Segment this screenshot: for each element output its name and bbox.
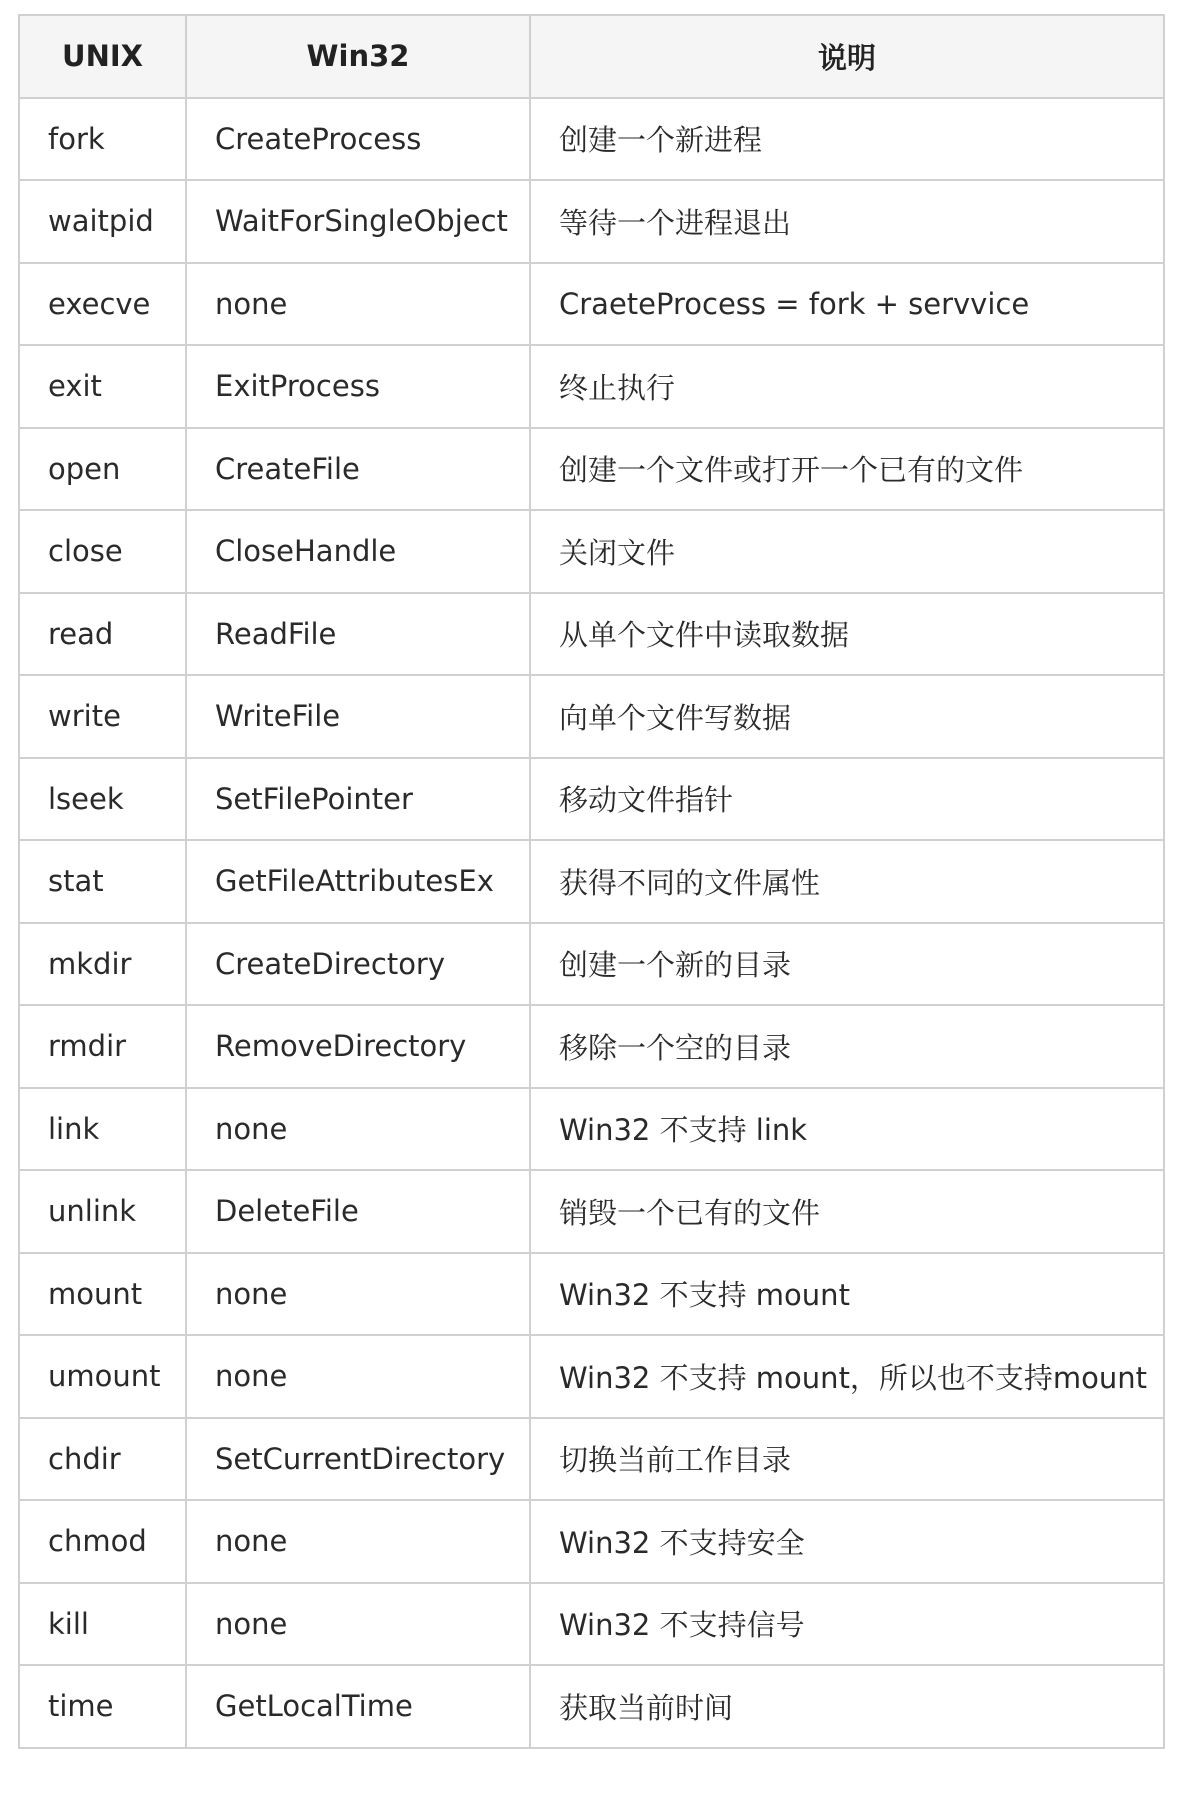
cell-unix: exit xyxy=(19,345,186,428)
cell-win32: CreateFile xyxy=(186,428,530,511)
cell-unix: execve xyxy=(19,263,186,346)
cell-description: 销毁一个已有的文件 xyxy=(530,1170,1164,1253)
cell-win32: ReadFile xyxy=(186,593,530,676)
cell-win32: WaitForSingleObject xyxy=(186,180,530,263)
cell-description: 移动文件指针 xyxy=(530,758,1164,841)
cell-unix: write xyxy=(19,675,186,758)
cell-win32: WriteFile xyxy=(186,675,530,758)
table-row xyxy=(19,840,1164,923)
cell-win32: none xyxy=(186,1253,530,1336)
cell-win32: SetCurrentDirectory xyxy=(186,1418,530,1501)
cell-win32: none xyxy=(186,1088,530,1171)
cell-win32: GetLocalTime xyxy=(186,1665,530,1748)
table-row xyxy=(19,180,1164,263)
cell-description: 创建一个新的目录 xyxy=(530,923,1164,1006)
cell-unix: mkdir xyxy=(19,923,186,1006)
cell-win32: none xyxy=(186,1335,530,1418)
cell-win32: ExitProcess xyxy=(186,345,530,428)
table-row xyxy=(19,1418,1164,1501)
table-row xyxy=(19,1253,1164,1336)
syscall-comparison-table xyxy=(18,14,1165,1749)
cell-unix: umount xyxy=(19,1335,186,1418)
cell-win32: CreateDirectory xyxy=(186,923,530,1006)
table-row xyxy=(19,1170,1164,1253)
cell-unix: chdir xyxy=(19,1418,186,1501)
cell-win32: none xyxy=(186,263,530,346)
header-unix: UNIX xyxy=(19,15,186,98)
cell-description: 创建一个文件或打开一个已有的文件 xyxy=(530,428,1164,511)
table-row xyxy=(19,675,1164,758)
cell-description: 向单个文件写数据 xyxy=(530,675,1164,758)
cell-unix: rmdir xyxy=(19,1005,186,1088)
cell-unix: lseek xyxy=(19,758,186,841)
cell-description: Win32 不支持信号 xyxy=(530,1583,1164,1666)
cell-win32: GetFileAttributesEx xyxy=(186,840,530,923)
header-row xyxy=(19,15,1164,98)
header-description: 说明 xyxy=(530,15,1164,98)
cell-description: 终止执行 xyxy=(530,345,1164,428)
cell-unix: link xyxy=(19,1088,186,1171)
cell-unix: fork xyxy=(19,98,186,181)
cell-win32: RemoveDirectory xyxy=(186,1005,530,1088)
header-win32: Win32 xyxy=(186,15,530,98)
table-header xyxy=(19,15,1164,98)
cell-description: 创建一个新进程 xyxy=(530,98,1164,181)
cell-win32: none xyxy=(186,1583,530,1666)
table-row xyxy=(19,263,1164,346)
table-row xyxy=(19,758,1164,841)
cell-description: 关闭文件 xyxy=(530,510,1164,593)
cell-description: Win32 不支持安全 xyxy=(530,1500,1164,1583)
table-row xyxy=(19,510,1164,593)
cell-description: Win32 不支持 mount，所以也不支持mount xyxy=(530,1335,1164,1418)
table-body xyxy=(19,98,1164,1748)
table-row xyxy=(19,1005,1164,1088)
cell-unix: unlink xyxy=(19,1170,186,1253)
cell-description: Win32 不支持 mount xyxy=(530,1253,1164,1336)
cell-unix: stat xyxy=(19,840,186,923)
cell-win32: CloseHandle xyxy=(186,510,530,593)
cell-description: 移除一个空的目录 xyxy=(530,1005,1164,1088)
cell-description: Win32 不支持 link xyxy=(530,1088,1164,1171)
cell-unix: chmod xyxy=(19,1500,186,1583)
cell-unix: time xyxy=(19,1665,186,1748)
table-row xyxy=(19,593,1164,676)
table-row xyxy=(19,98,1164,181)
syscall-comparison-table-container xyxy=(18,14,1163,1749)
cell-win32: DeleteFile xyxy=(186,1170,530,1253)
cell-win32: SetFilePointer xyxy=(186,758,530,841)
table-row xyxy=(19,1335,1164,1418)
cell-unix: mount xyxy=(19,1253,186,1336)
cell-description: 从单个文件中读取数据 xyxy=(530,593,1164,676)
cell-description: CraeteProcess = fork + servvice xyxy=(530,263,1164,346)
cell-description: 获得不同的文件属性 xyxy=(530,840,1164,923)
table-row xyxy=(19,428,1164,511)
cell-win32: none xyxy=(186,1500,530,1583)
cell-description: 切换当前工作目录 xyxy=(530,1418,1164,1501)
table-row xyxy=(19,345,1164,428)
cell-win32: CreateProcess xyxy=(186,98,530,181)
cell-unix: open xyxy=(19,428,186,511)
table-row xyxy=(19,1583,1164,1666)
cell-unix: close xyxy=(19,510,186,593)
table-row xyxy=(19,1665,1164,1748)
cell-unix: kill xyxy=(19,1583,186,1666)
cell-description: 获取当前时间 xyxy=(530,1665,1164,1748)
cell-description: 等待一个进程退出 xyxy=(530,180,1164,263)
cell-unix: waitpid xyxy=(19,180,186,263)
table-row xyxy=(19,923,1164,1006)
cell-unix: read xyxy=(19,593,186,676)
table-row xyxy=(19,1500,1164,1583)
table-row xyxy=(19,1088,1164,1171)
